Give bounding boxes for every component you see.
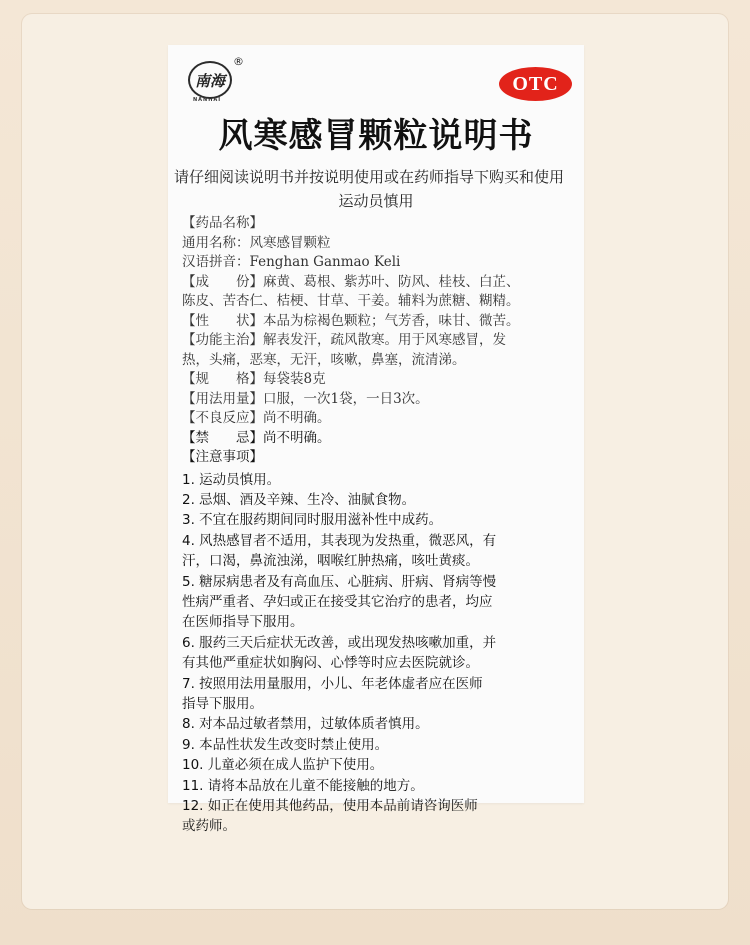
registered-mark: ® xyxy=(233,55,244,68)
reading-notice: 请仔细阅读说明书并按说明使用或在药师指导下购买和使用 xyxy=(174,168,565,186)
instruction-sheet xyxy=(168,45,584,835)
athlete-warning: 运动员慎用 xyxy=(338,192,414,210)
precaution-line: 8. 对本品过敏者禁用，过敏体质者慎用。 xyxy=(182,716,429,733)
generic-name: 通用名称：风寒感冒颗粒 xyxy=(182,234,331,251)
precaution-line: 12. 如正在使用其他药品，使用本品前请咨询医师 xyxy=(182,798,478,814)
precaution-line: 11. 请将本品放在儿童不能接触的地方。 xyxy=(182,777,424,794)
precaution-line: 9. 本品性状发生改变时禁止使用。 xyxy=(182,736,389,753)
precaution-line: 1. 运动员慎用。 xyxy=(182,471,281,488)
pinyin-name: 汉语拼音：Fenghan Ganmao Keli xyxy=(182,254,401,270)
precaution-line: 6. 服药三天后症状无改善，或出现发热咳嗽加重，并 xyxy=(182,634,497,651)
properties: 【性 状】本品为棕褐色颗粒；气芳香，味甘、微苦。 xyxy=(182,312,520,329)
precaution-line: 10. 儿童必须在成人监护下使用。 xyxy=(182,757,384,774)
precaution-line: 4. 风热感冒者不适用，其表现为发热重，微恶风，有 xyxy=(182,532,497,549)
brand-logo xyxy=(185,55,244,105)
instruction-body xyxy=(182,214,582,837)
precautions-list xyxy=(182,470,582,837)
precaution-line: 指导下服用。 xyxy=(182,695,263,712)
indications-line: 【功能主治】解表发汗，疏风散寒。用于风寒感冒，发 xyxy=(182,332,506,348)
logo-subtext: NANHAI xyxy=(193,97,222,103)
precaution-line: 或药师。 xyxy=(182,818,236,835)
ingredients-line: 【成 份】麻黄、葛根、紫苏叶、防风、桂枝、白芷、 xyxy=(182,273,520,290)
contraindications: 【禁 忌】尚不明确。 xyxy=(182,429,331,446)
drug-name-header: 【药品名称】 xyxy=(182,215,263,231)
indications-line: 热，头痛，恶寒，无汗，咳嗽，鼻塞，流清涕。 xyxy=(182,351,466,368)
usage-dosage: 【用法用量】口服，一次1袋，一日3次。 xyxy=(182,390,429,407)
document-title: 风寒感冒颗粒说明书 xyxy=(218,116,534,156)
precaution-line: 5. 糖尿病患者及有高血压、心脏病、肝病、肾病等慢 xyxy=(182,573,497,590)
specification: 【规 格】每袋装8克 xyxy=(182,371,326,387)
precaution-line: 性病严重者、孕妇或正在接受其它治疗的患者，均应 xyxy=(182,593,493,610)
precaution-line: 3. 不宜在服药期间同时服用滋补性中成药。 xyxy=(182,512,443,529)
precaution-line: 有其他严重症状如胸闷、心悸等时应去医院就诊。 xyxy=(182,655,479,672)
otc-badge: OTC xyxy=(499,67,572,101)
precautions-header: 【注意事项】 xyxy=(182,449,263,465)
precaution-line: 汗，口渴，鼻流浊涕，咽喉红肿热痛，咳吐黄痰。 xyxy=(182,553,479,570)
logo-mark: 南海 xyxy=(188,61,232,99)
precaution-line: 7. 按照用法用量服用，小儿、年老体虚者应在医师 xyxy=(182,675,483,692)
precaution-line: 2. 忌烟、酒及辛辣、生冷、油腻食物。 xyxy=(182,491,416,508)
precaution-line: 在医师指导下服用。 xyxy=(182,614,304,631)
adverse-reactions: 【不良反应】尚不明确。 xyxy=(182,410,331,426)
ingredients-line: 陈皮、苦杏仁、桔梗、甘草、干姜。辅料为蔗糖、糊精。 xyxy=(182,293,520,309)
